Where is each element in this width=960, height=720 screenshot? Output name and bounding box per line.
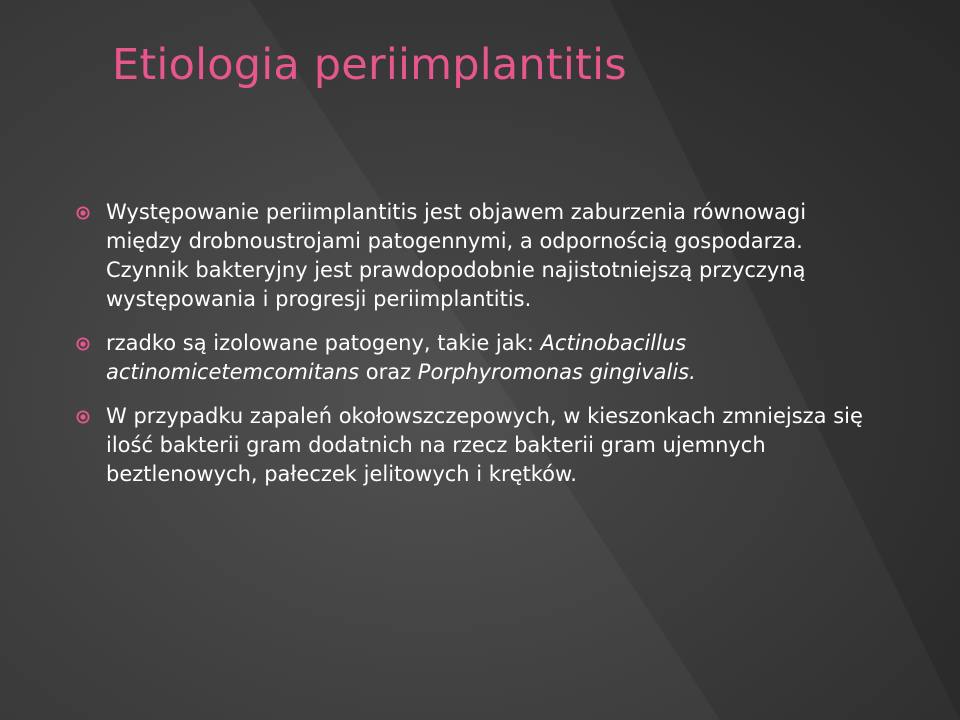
bullet-item [74,329,864,387]
bullet-item [74,402,864,489]
circled-dot-bullet-icon [76,337,90,351]
bullet-list [74,198,864,504]
pathogen-name-2: Porphyromonas gingivalis. [417,360,696,384]
pathogen-name-1: Actinobacillus actinomicetemcomitans [106,331,687,384]
bullet-text-mid: oraz [359,360,418,384]
bullet-text-start: rzadko są izolowane patogeny, takie jak: [106,331,541,355]
circled-dot-bullet-icon [76,410,90,424]
slide-title: Etiologia periimplantitis [112,40,627,90]
bullet-item [74,198,864,314]
bullet-text: W przypadku zapaleń okołowszczepowych, w kieszonkach zmniejsza się ilość bakterii gram dodatnich na rzecz bakterii gram ujemnych beztlenowych, pałeczek jelitowych i krętków. [106,404,863,486]
bullet-text [106,331,696,384]
bullet-text: Występowanie periimplantitis jest objawem zaburzenia równowagi między drobnoustrojami patogennymi, a odpornością gospodarza. Czynnik bakteryjny jest prawdopodobnie najistotniejszą przyczyną występowania i progresji periimplantitis. [106,200,807,311]
circled-dot-bullet-icon [76,206,90,220]
